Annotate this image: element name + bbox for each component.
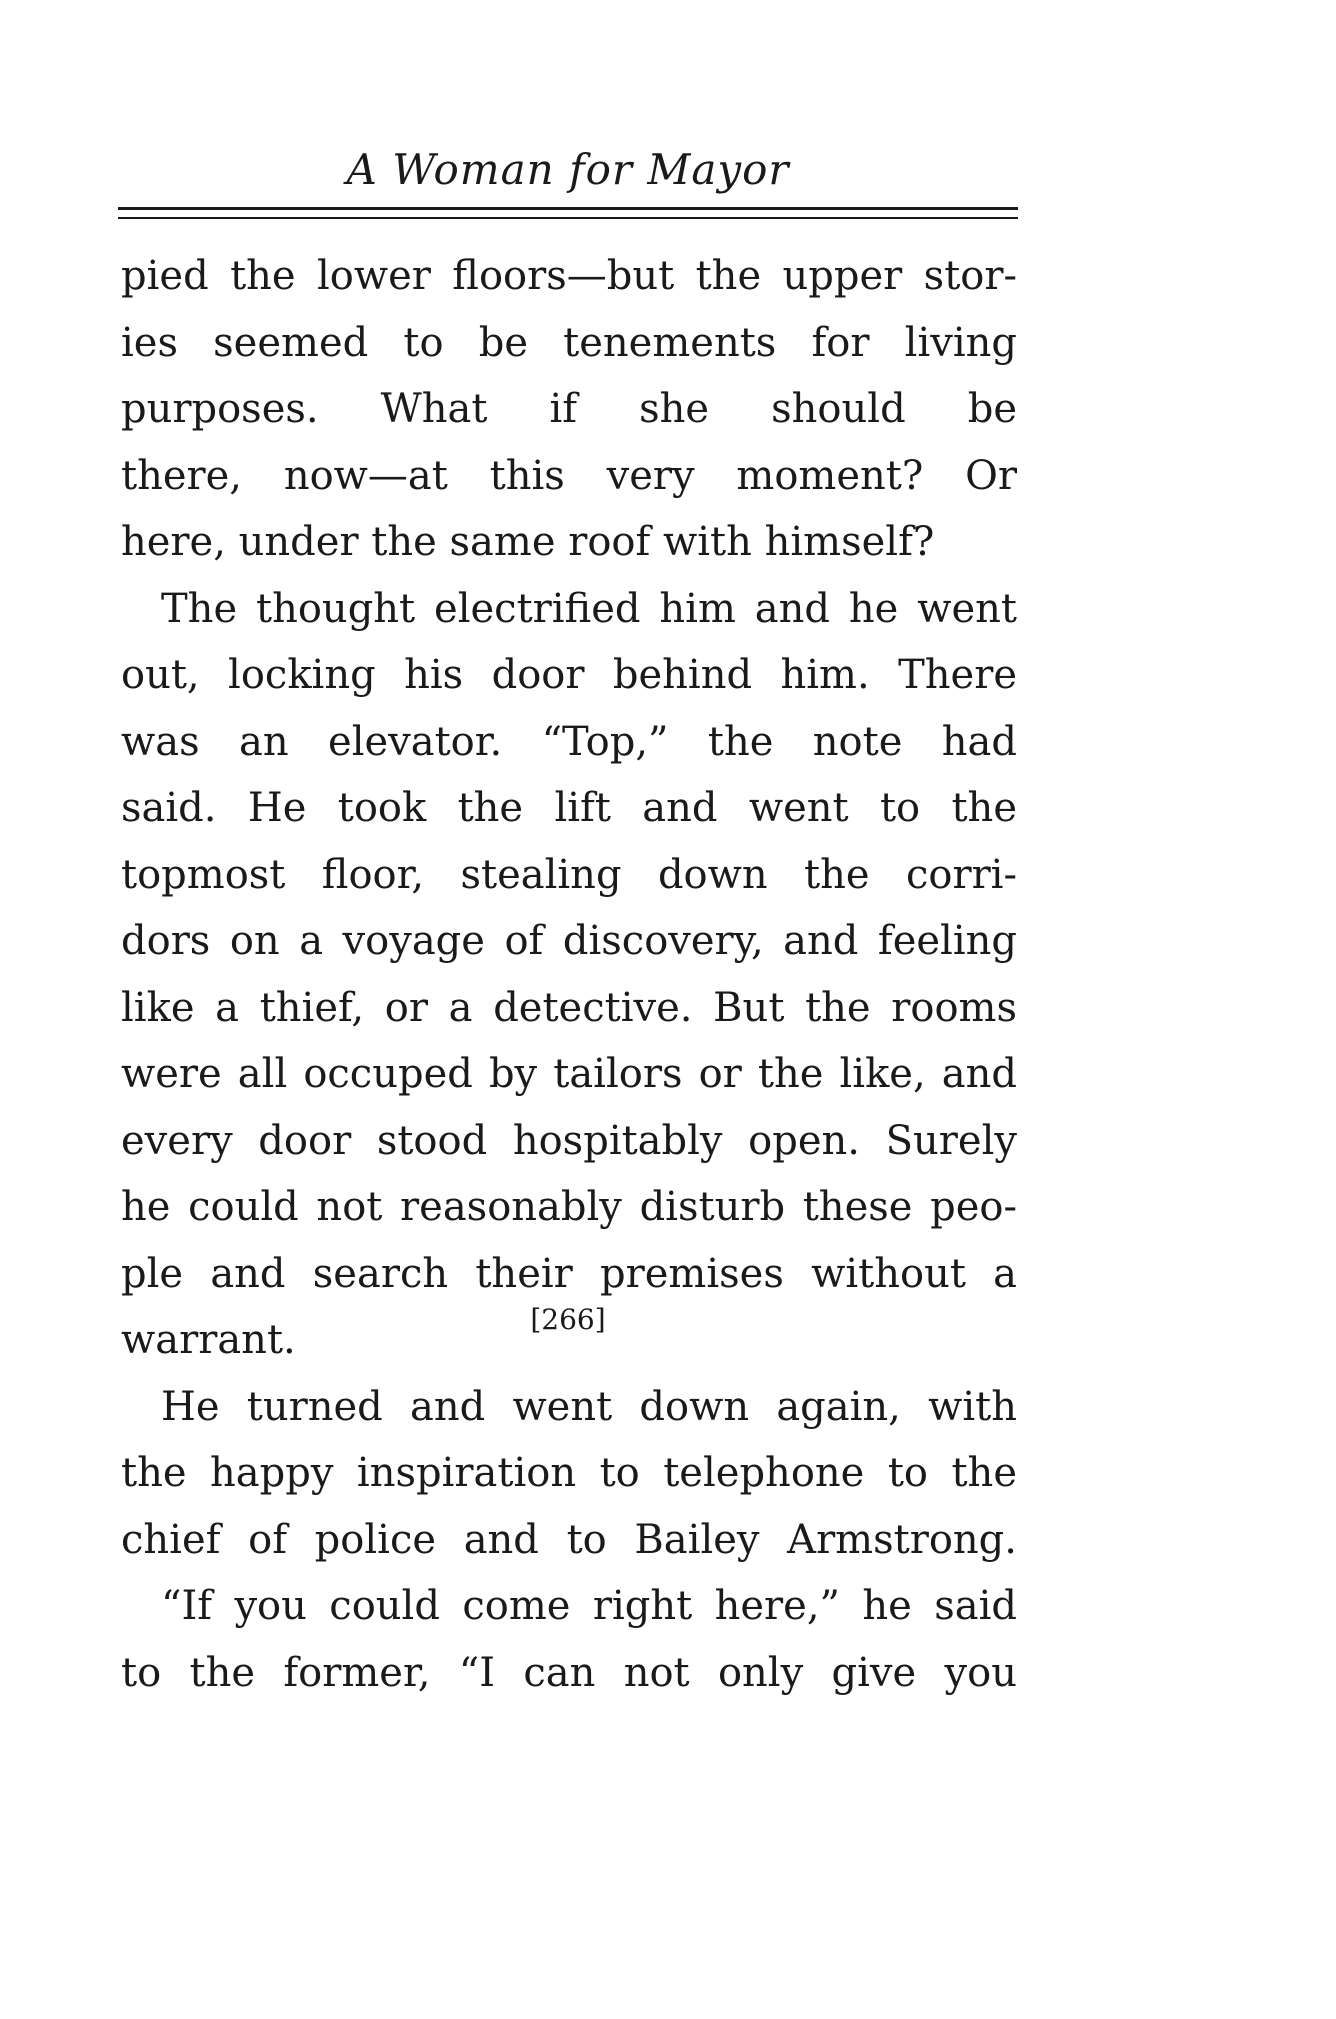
text-line: purposes. What if she should be bbox=[121, 386, 1017, 432]
text-line: “If you could come right here,” he said bbox=[161, 1583, 1017, 1629]
paragraph bbox=[121, 1374, 1017, 1574]
text-line: dors on a voyage of discovery, and feeling bbox=[121, 918, 1017, 964]
text-line: he could not reasonably disturb these peo- bbox=[121, 1184, 1017, 1230]
text-line: warrant. bbox=[121, 1317, 296, 1363]
text-line: pied the lower floors—but the upper stor- bbox=[121, 253, 1017, 299]
body-text bbox=[121, 243, 1017, 1706]
text-line: ies seemed to be tenements for living bbox=[121, 319, 1017, 366]
text-line: The thought electrified him and he went bbox=[161, 585, 1017, 632]
header-rule-thick bbox=[118, 207, 1018, 210]
text-line: there, now—at this very moment? Or bbox=[121, 452, 1017, 499]
text-line: chief of police and to Bailey Armstrong. bbox=[121, 1516, 1017, 1563]
paragraph bbox=[121, 1573, 1017, 1706]
text-line: out, locking his door behind him. There bbox=[121, 652, 1017, 698]
page-number: [266] bbox=[530, 1303, 606, 1336]
text-line: here, under the same roof with himself? bbox=[121, 519, 935, 565]
text-line: He turned and went down again, with bbox=[161, 1383, 1017, 1430]
paragraph bbox=[121, 243, 1017, 576]
text-line: to the former, “I can not only give you bbox=[121, 1649, 1017, 1696]
paragraph bbox=[121, 576, 1017, 1374]
running-head-title: A Woman for Mayor bbox=[346, 145, 790, 194]
text-line: every door stood hospitably open. Surely bbox=[121, 1117, 1017, 1164]
text-line: like a thief, or a detective. But the rooms bbox=[121, 984, 1017, 1031]
text-line: said. He took the lift and went to the bbox=[121, 785, 1017, 831]
text-line: the happy inspiration to telephone to the bbox=[121, 1450, 1017, 1496]
header-rule-thin bbox=[118, 217, 1018, 219]
text-line: topmost floor, stealing down the corri- bbox=[121, 851, 1017, 898]
text-line: were all occuped by tailors or the like, and bbox=[121, 1051, 1017, 1097]
text-line: ple and search their premises without a bbox=[121, 1250, 1017, 1297]
text-line: was an elevator. “Top,” the note had bbox=[121, 718, 1017, 765]
